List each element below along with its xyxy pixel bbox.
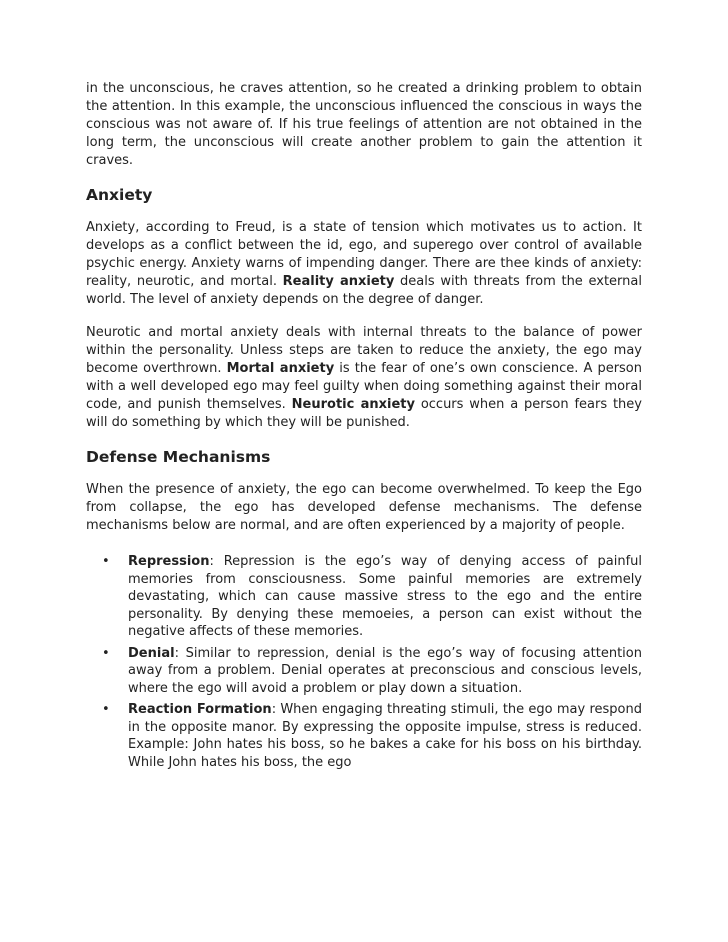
neurotic-anxiety-term: Neurotic anxiety [291, 397, 415, 412]
list-item-term: Repression [128, 554, 210, 569]
defense-mechanisms-list [86, 553, 642, 771]
defense-mechanisms-heading: Defense Mechanisms [86, 448, 271, 466]
anxiety-p2-text-a: Neurotic and mortal anxiety deals with internal threats to the balance of power within the personality. Unless steps are taken to reduce the anxiety, the ego may become overthrown. [86, 325, 642, 376]
list-item [86, 645, 642, 698]
anxiety-p2-text-e: occurs when a person fears they will do something by which they will be punished. [86, 397, 642, 430]
anxiety-p1-text-c: deals with threats from the external world. The level of anxiety depends on the degree of danger. [86, 274, 642, 307]
anxiety-heading: Anxiety [86, 186, 153, 204]
mortal-anxiety-term: Mortal anxiety [226, 361, 335, 376]
bullet-icon: • [102, 554, 110, 569]
document-page [86, 80, 642, 775]
reality-anxiety-term: Reality anxiety [282, 274, 395, 289]
defense-intro-paragraph: When the presence of anxiety, the ego can become overwhelmed. To keep the Ego from collapse, the ego has developed defense mechanisms. The defense mechanisms below are normal, and are often experienced by a majority of people. [86, 482, 642, 533]
intro-paragraph: in the unconscious, he craves attention, so he created a drinking problem to obtain the attention. In this example, the unconscious influenced the conscious in ways the conscious was not aware of. If his true feelings of attention are not obtained in the long term, the unconscious will create another problem to gain the attention it craves. [86, 81, 642, 168]
anxiety-paragraph-2 [86, 324, 642, 432]
anxiety-p2-text-c: is the fear of one’s own conscience. A person with a well developed ego may feel guilty when doing something against their moral code, and punish themselves. [86, 361, 643, 412]
list-item [86, 701, 642, 771]
list-item-term: Denial [128, 645, 175, 661]
anxiety-paragraph-1 [86, 219, 642, 309]
list-item [86, 553, 642, 641]
bullet-icon: • [102, 645, 110, 661]
list-item-text: : Repression is the ego’s way of denying access of painful memories from consciousness. Some painful memories are extremely devastating, which can cause massive stress to the ego and the entire personality. By denying these memoeies, a person can exist without the negative affects of these memories. [128, 554, 642, 639]
list-item-term: Reaction Formation [128, 702, 272, 717]
bullet-icon: • [102, 702, 110, 717]
list-item-text: : Similar to repression, denial is the ego’s way of focusing attention away from a problem. Denial operates at preconscious and conscious levels, where the ego will avoid a problem or play down a situation. [128, 645, 642, 696]
anxiety-p1-text-a: Anxiety, according to Freud, is a state of tension which motivates us to action. It develops as a conflict between the id, ego, and superego over control of available psychic energy. Anxiety warns of impending danger. There are thee kinds of anxiety: reality, neurotic, and mortal. [86, 220, 642, 289]
list-item-text: : When engaging threating stimuli, the ego may respond in the opposite manor. By expressing the opposite impulse, stress is reduced. Example: John hates his boss, so he bakes a cake for his boss on his birthday. While John hates his boss, the ego [128, 702, 642, 770]
